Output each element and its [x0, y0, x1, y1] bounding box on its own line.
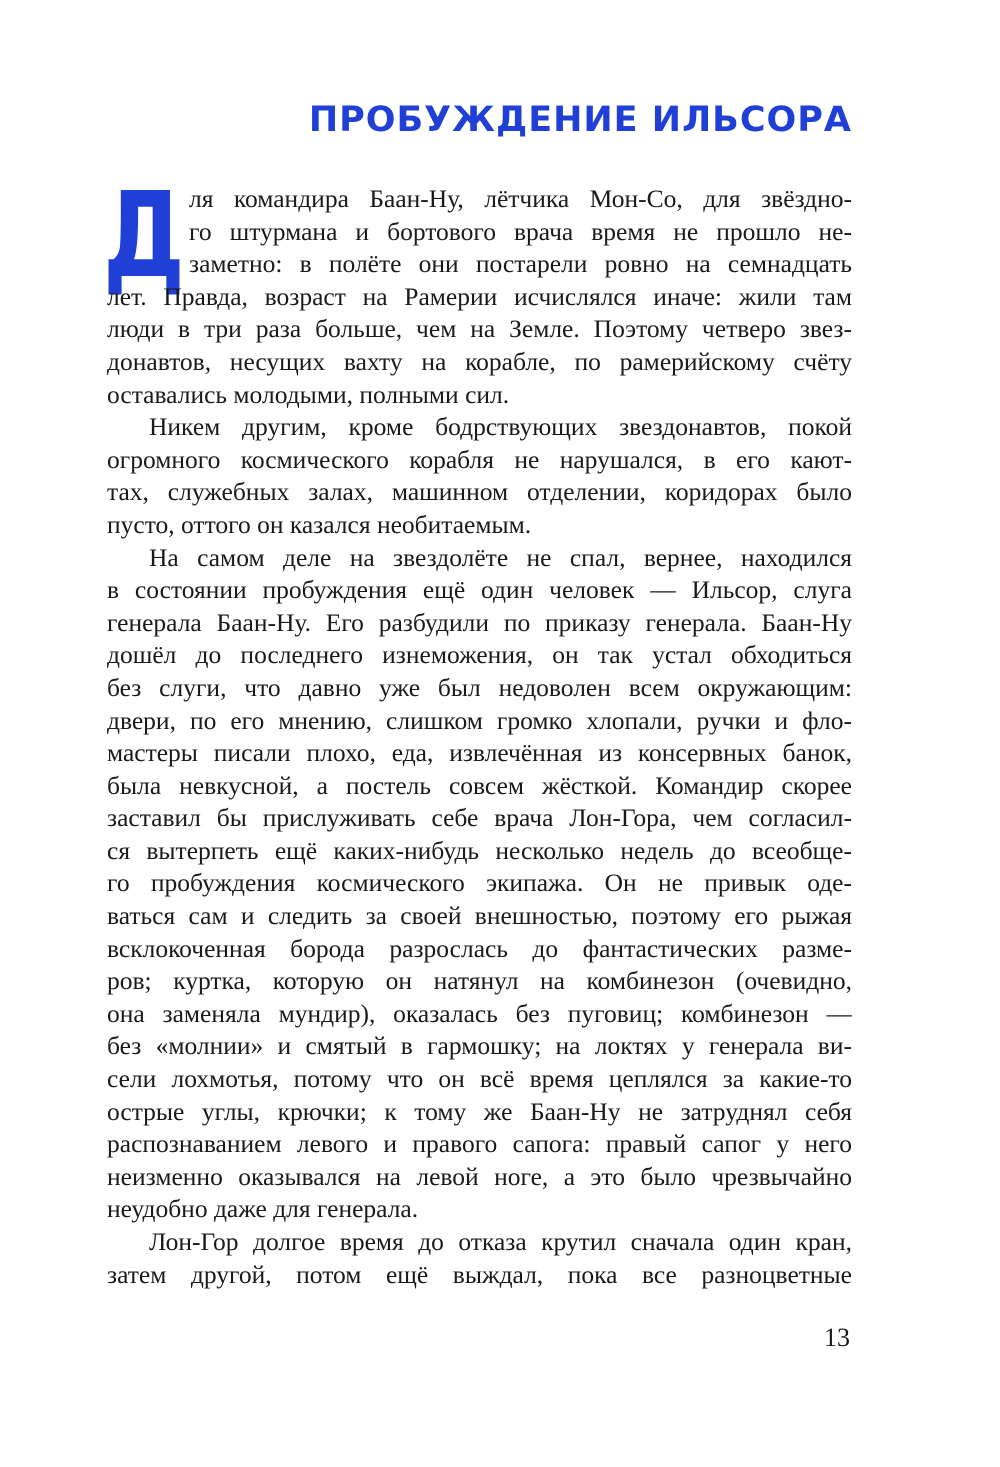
- text-line: ваться сам и следить за своей внешностью, поэтому его рыжая: [107, 901, 852, 931]
- text-line: ров; куртка, которую он натянул на комбинезон (очевидно,: [107, 966, 852, 996]
- text-line: сели лохмотья, потому что он всё время цеплялся за какие-то: [107, 1064, 852, 1094]
- text-line: оставались молодыми, полными сил.: [107, 379, 510, 409]
- text-line: в состоянии пробуждения ещё один человек — Ильсор, слуга: [107, 575, 852, 605]
- text-line: острые углы, крючки; к тому же Баан-Ну не затруднял себя: [107, 1096, 852, 1126]
- text-line: затем другой, потом ещё выждал, пока все разноцветные: [107, 1259, 852, 1289]
- page-number: 13: [824, 1323, 850, 1352]
- text-line: неудобно даже для генерала.: [107, 1194, 419, 1224]
- text-line: лет. Правда, возраст на Рамерии исчислялся иначе: жили там: [107, 281, 852, 311]
- text-line: донавтов, несущих вахту на корабле, по рамерийскому счёту: [107, 346, 852, 376]
- text-line: пусто, оттого он казался необитаемым.: [107, 509, 532, 539]
- text-line: она заменяла мундир), оказалась без пуговиц; комбинезон —: [107, 998, 852, 1028]
- text-line: без слуги, что давно уже был недоволен всем окружающим:: [107, 672, 852, 702]
- text-line: без «молнии» и смятый в гармошку; на локтях у генерала ви-: [107, 1031, 852, 1061]
- text-line: двери, по его мнению, слишком громко хлопали, ручки и фло-: [107, 705, 852, 735]
- text-line: неизменно оказывался на левой ноге, а это было чрезвычайно: [107, 1161, 852, 1191]
- text-line: На самом деле на звездолёте не спал, вернее, находился: [149, 542, 852, 572]
- text-line: ля командира Баан-Ну, лётчика Мон-Со, для звёздно-: [189, 184, 852, 213]
- text-line: ся вытерпеть ещё каких-нибудь несколько недель до всеобще-: [107, 835, 852, 865]
- drop-cap-letter: Д: [103, 166, 185, 304]
- text-line: го штурмана и бортового врача время не прошло не-: [189, 216, 852, 246]
- text-line: тах, служебных залах, машинном отделении, коридорах было: [107, 477, 852, 507]
- text-line: люди в три раза больше, чем на Земле. Поэтому четверо звез-: [107, 314, 852, 344]
- chapter-title: ПРОБУЖДЕНИЕ ИЛЬСОРА: [308, 100, 852, 140]
- text-line: была невкусной, а постель совсем жёсткой. Командир скорее: [107, 770, 852, 800]
- text-line: заметно: в полёте они постарели ровно на семнадцать: [189, 249, 852, 279]
- text-line: дошёл до последнего изнеможения, он так устал обходиться: [107, 640, 852, 670]
- text-line: мастеры писали плохо, еда, извлечённая из консервных банок,: [107, 738, 852, 768]
- body-text: [107, 183, 852, 1291]
- text-line: генерала Баан-Ну. Его разбудили по приказу генерала. Баан-Ну: [107, 607, 852, 637]
- text-line: распознаванием левого и правого сапога: правый сапог у него: [107, 1129, 852, 1159]
- text-line: го пробуждения космического экипажа. Он не привык оде-: [107, 868, 852, 898]
- text-line: огромного космического корабля не нарушался, в его кают-: [107, 444, 852, 474]
- text-line: Никем другим, кроме бодрствующих звездонавтов, покой: [149, 412, 852, 442]
- text-line: Лон-Гор долгое время до отказа крутил сначала один кран,: [149, 1227, 852, 1256]
- text-line: всклокоченная борода разрослась до фантастических разме-: [107, 933, 852, 963]
- text-line: заставил бы прислуживать себе врача Лон-Гора, чем согласил-: [107, 803, 852, 833]
